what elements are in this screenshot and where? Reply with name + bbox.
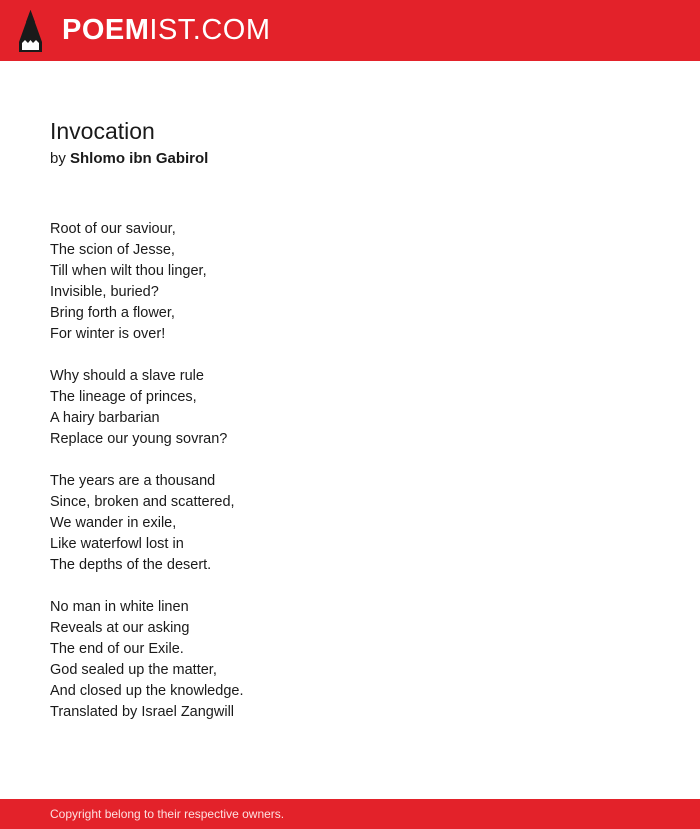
poem-line: Root of our saviour, [50, 221, 176, 237]
poem-byline [50, 148, 650, 170]
poem-line: Till when wilt thou linger, [50, 263, 207, 279]
brand-light-text: IST.COM [149, 13, 271, 46]
poem-line: The years are a thousand [50, 473, 216, 489]
site-logo-text[interactable] [62, 13, 271, 47]
poem-line: Reveals at our asking [50, 620, 190, 636]
poem-line: Bring forth a flower, [50, 305, 175, 321]
poem-line: The end of our Exile. [50, 641, 184, 657]
by-label: by [50, 150, 66, 167]
poem-line: For winter is over! [50, 326, 166, 342]
poem-line: Since, broken and scattered, [50, 494, 235, 510]
poem-body [50, 219, 650, 744]
poem-line: Translated by Israel Zangwill [50, 704, 235, 720]
poem-line: Replace our young sovran? [50, 431, 228, 447]
poem-line: Invisible, buried? [50, 284, 159, 300]
stanza [50, 597, 650, 723]
poem-line: Why should a slave rule [50, 368, 204, 384]
site-header [0, 0, 700, 61]
poem-line: God sealed up the matter, [50, 662, 217, 678]
poem-header [50, 114, 650, 170]
stanza [50, 219, 650, 345]
poem-line: The depths of the desert. [50, 557, 212, 573]
poem-title: Invocation [50, 118, 155, 144]
poem-line: No man in white linen [50, 599, 189, 615]
poem-line: Like waterfowl lost in [50, 536, 184, 552]
stanza [50, 471, 650, 576]
pencil-tip-icon[interactable] [18, 10, 43, 52]
copyright-text: Copyright belong to their respective owners. [50, 807, 285, 821]
poem-line: A hairy barbarian [50, 410, 160, 426]
site-footer [0, 799, 700, 829]
poem-author: Shlomo ibn Gabirol [70, 150, 209, 167]
brand-bold-text: POEM [62, 13, 150, 46]
poem-line: The scion of Jesse, [50, 242, 175, 258]
stanza [50, 366, 650, 450]
poem-line: We wander in exile, [50, 515, 177, 531]
poem-line: And closed up the knowledge. [50, 683, 244, 699]
poem-line: The lineage of princes, [50, 389, 197, 405]
